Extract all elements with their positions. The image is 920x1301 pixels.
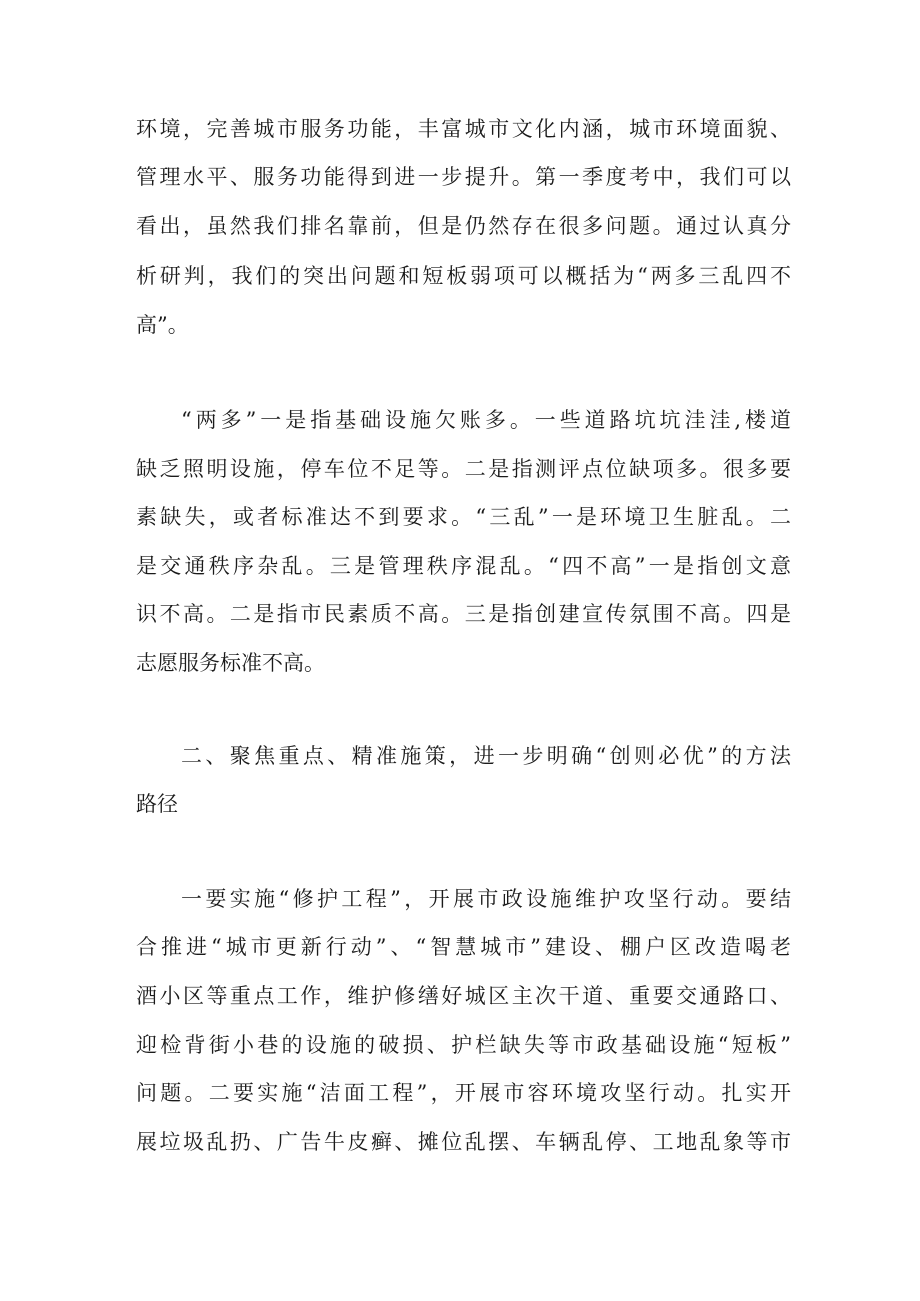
paragraph-2-line: “两多”一是指基础设施欠账多。一些道路坑坑洼洼,楼道 [181, 408, 791, 432]
paragraph-3-line: 展垃圾乱扔、广告牛皮癣、摊位乱摆、车辆乱停、工地乱象等市 [136, 1130, 791, 1154]
paragraph-1-line: 环境，完善城市服务功能，丰富城市文化内涵，城市环境面貌、 [136, 117, 791, 141]
paragraph-3-line: 合推进“城市更新行动”、“智慧城市”建设、棚户区改造喝老 [136, 935, 791, 959]
paragraph-3-line: 问题。二要实施“洁面工程”，开展市容环境攻坚行动。扎实开 [136, 1081, 791, 1105]
paragraph-2-line: 素缺失，或者标准达不到要求。“三乱”一是环境卫生脏乱。二 [136, 505, 791, 529]
paragraph-2-line: 缺乏照明设施，停车位不足等。二是指测评点位缺项多。很多要 [136, 457, 791, 481]
paragraph-1-line: 高”。 [136, 313, 189, 337]
paragraph-1-line: 管理水平、服务功能得到进一步提升。第一季度考中，我们可以 [136, 165, 791, 189]
paragraph-1-line: 看出，虽然我们排名靠前，但是仍然存在很多问题。通过认真分 [136, 214, 791, 238]
paragraph-1-line: 析研判，我们的突出问题和短板弱项可以概括为“两多三乱四不 [136, 264, 791, 288]
paragraph-2-line: 志愿服务标准不高。 [136, 651, 325, 675]
section-heading-line: 二、聚焦重点、精准施策，进一步明确“创则必优”的方法 [181, 744, 791, 768]
paragraph-3-line: 酒小区等重点工作，维护修缮好城区主次干道、重要交通路口、 [136, 984, 791, 1008]
paragraph-3-line: 一要实施“修护工程”，开展市政设施维护攻坚行动。要结 [181, 887, 791, 911]
paragraph-2-line: 是交通秩序杂乱。三是管理秩序混乱。“四不高”一是指创文意 [136, 554, 791, 578]
paragraph-3-line: 迎检背街小巷的设施的破损、护栏缺失等市政基础设施“短板” [136, 1033, 791, 1057]
section-heading-line: 路径 [136, 792, 178, 816]
paragraph-2-line: 识不高。二是指市民素质不高。三是指创建宣传氛围不高。四是 [136, 602, 791, 626]
